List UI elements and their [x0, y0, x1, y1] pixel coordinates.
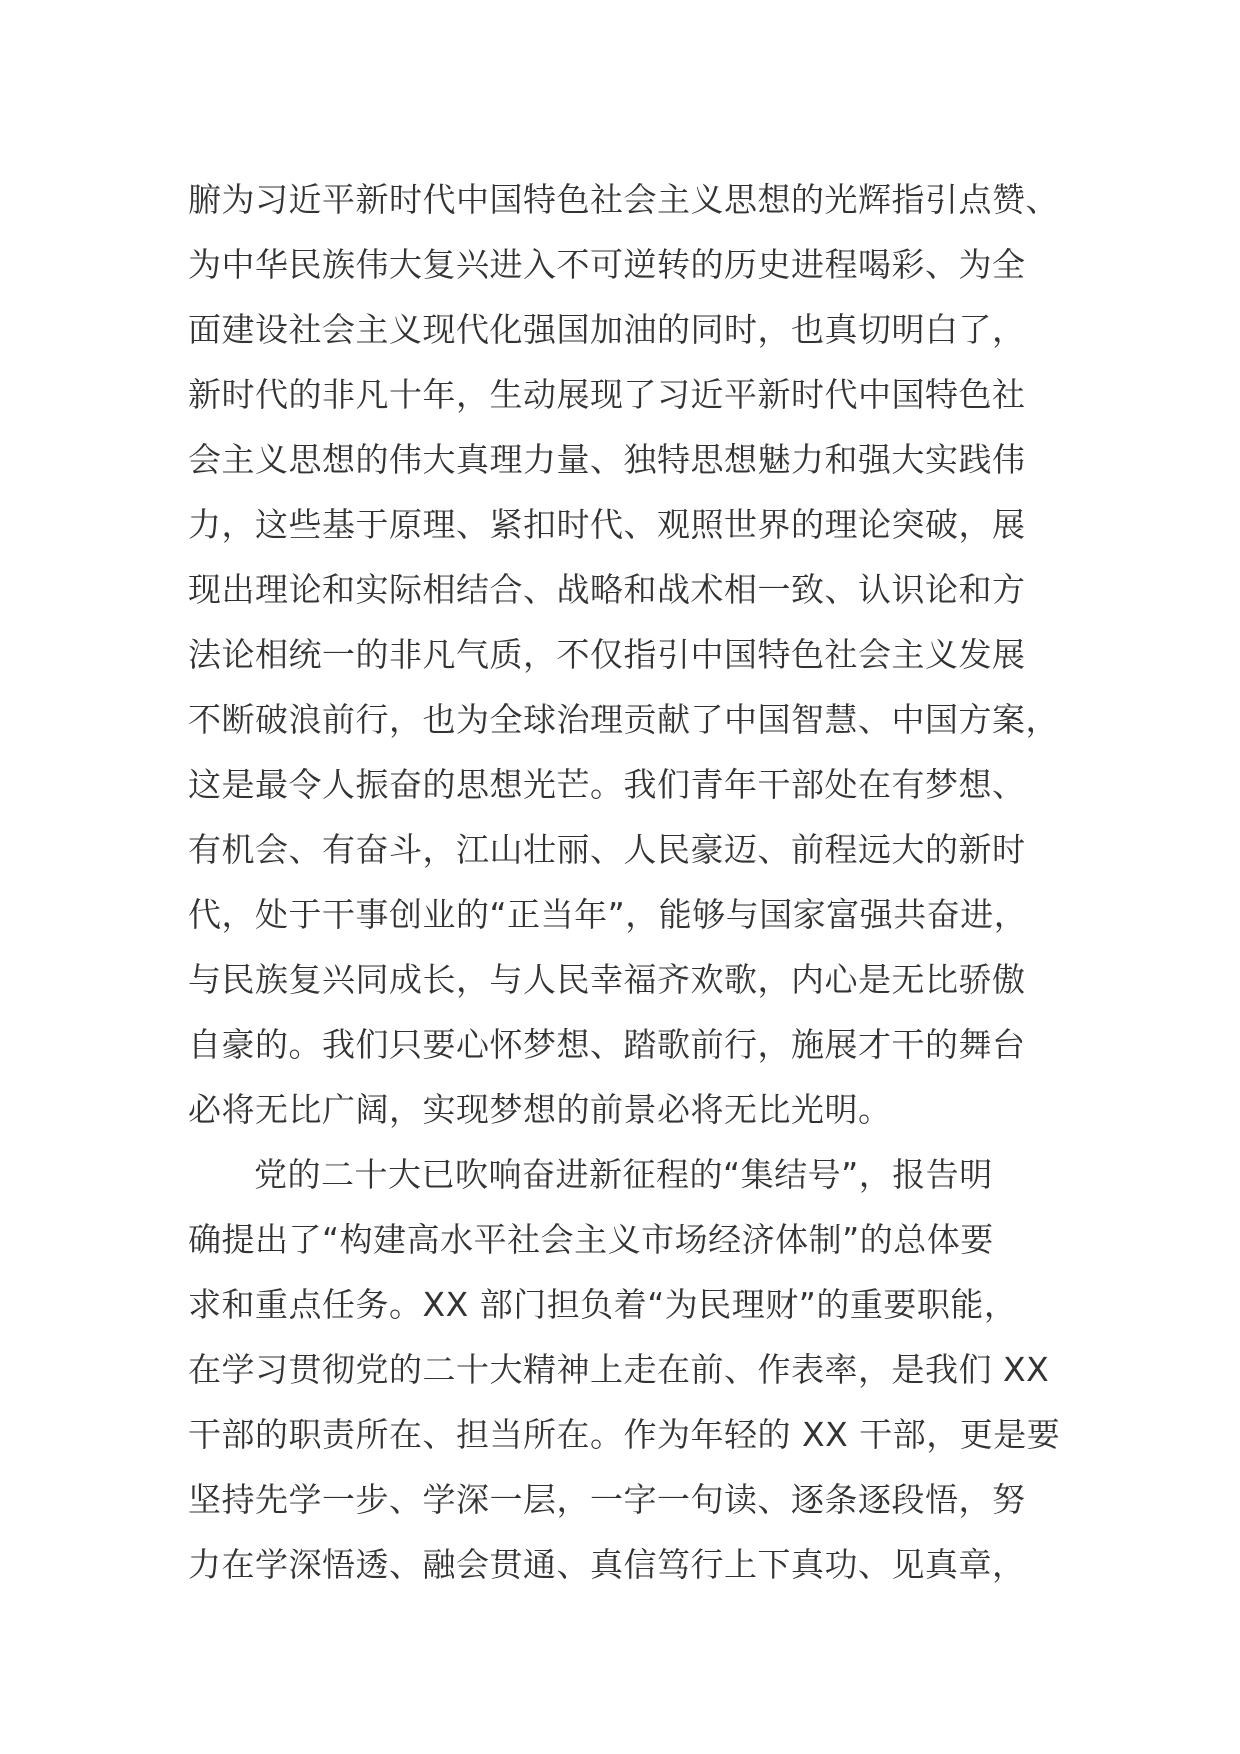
paragraph-line: 求和重点任务。XX 部门担负着“为民理财”的重要职能，	[188, 1285, 1018, 1324]
paragraph-line: 面建设社会主义现代化强国加油的同时，也真切明白了，	[188, 310, 1026, 349]
paragraph-line: 干部的职责所在、担当所在。作为年轻的 XX 干部，更是要	[188, 1415, 1061, 1454]
paragraph-line: 为中华民族伟大复兴进入不可逆转的历史进程喝彩、为全	[188, 245, 1026, 284]
paragraph-1	[188, 167, 1068, 1142]
paragraph-2	[188, 1142, 1068, 1597]
paragraph-line: 现出理论和实际相结合、战略和战术相一致、认识论和方	[188, 570, 1026, 609]
paragraph-line: 力在学深悟透、融会贯通、真信笃行上下真功、见真章，	[188, 1545, 1026, 1584]
paragraph-line: 力，这些基于原理、紧扣时代、观照世界的理论突破，展	[188, 505, 1026, 544]
paragraph-line: 代，处于干事创业的“正当年”，能够与国家富强共奋进，	[188, 895, 1028, 934]
paragraph-line: 这是最令人振奋的思想光芒。我们青年干部处在有梦想、	[188, 765, 1026, 804]
paragraph-line: 法论相统一的非凡气质，不仅指引中国特色社会主义发展	[188, 635, 1026, 674]
paragraph-line: 必将无比广阔，实现梦想的前景必将无比光明。	[188, 1090, 892, 1129]
document-body	[188, 167, 1068, 1597]
paragraph-line: 在学习贯彻党的二十大精神上走在前、作表率，是我们 XX	[188, 1350, 1050, 1389]
paragraph-line: 腑为习近平新时代中国特色社会主义思想的光辉指引点赞、	[188, 180, 1059, 219]
paragraph-line: 确提出了“构建高水平社会主义市场经济体制”的总体要	[188, 1220, 994, 1259]
paragraph-line: 党的二十大已吹响奋进新征程的“集结号”，报告明	[254, 1155, 993, 1194]
paragraph-line: 与民族复兴同成长，与人民幸福齐欢歌，内心是无比骄傲	[188, 960, 1026, 999]
paragraph-line: 新时代的非凡十年，生动展现了习近平新时代中国特色社	[188, 375, 1026, 414]
paragraph-line: 自豪的。我们只要心怀梦想、踏歌前行，施展才干的舞台	[188, 1025, 1026, 1064]
paragraph-line: 不断破浪前行，也为全球治理贡献了中国智慧、中国方案，	[188, 700, 1059, 739]
paragraph-line: 坚持先学一步、学深一层，一字一句读、逐条逐段悟，努	[188, 1480, 1026, 1519]
paragraph-line: 会主义思想的伟大真理力量、独特思想魅力和强大实践伟	[188, 440, 1026, 479]
paragraph-line: 有机会、有奋斗，江山壮丽、人民豪迈、前程远大的新时	[188, 830, 1026, 869]
